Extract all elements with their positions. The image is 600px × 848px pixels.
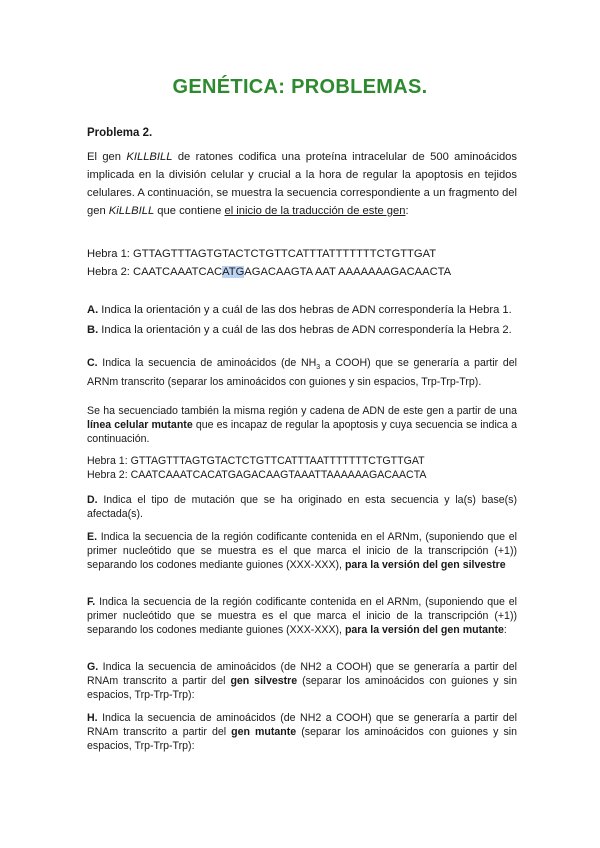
mutant-strand-2: Hebra 2: CAATCAAATCACATGAGACAAGTAAATTAAAAAAGACAACTA — [87, 469, 427, 481]
intro-paragraph: El gen KILLBILL de ratones codifica una proteína intracelular de 500 aminoácidos implicada en la división celular y crucial a la hora de regular la apoptosis en tejidos celulares. A continuación, se muestra la secuencia correspondiente a un fragmento del gen KiLLBILL que contiene el inicio de la traducción de este gen: — [87, 151, 517, 217]
start-codon-highlight: ATG — [222, 266, 245, 278]
question-f: F. Indica la secuencia de la región codificante contenida en el ARNm, (suponiendo que el primer nucleótido que se muestra es el que marca el inicio de la transcripción (+1)) separando los codones mediante guiones (XXX-XXX), para la versión del gen mutante: — [87, 596, 517, 636]
underlined-phrase: el inicio de la traducción de este gen — [224, 205, 406, 217]
problem-label: Problema 2. — [87, 127, 153, 139]
question-d: D. Indica el tipo de mutación que se ha originado en esta secuencia y la(s) base(s) afectada(s). — [87, 494, 517, 520]
gene-name: KiLLBILL — [108, 205, 155, 217]
question-a: A. Indica la orientación y a cuál de las dos hebras de ADN correspondería la Hebra 1. — [87, 304, 512, 316]
question-g: G. Indica la secuencia de aminoácidos (de NH2 a COOH) que se generaría a partir del RNAm transcrito a partir del gen silvestre (separar los aminoácidos con guiones y sin espacios, Trp-Trp-Trp): — [87, 661, 517, 701]
page-title: GENÉTICA: PROBLEMAS. — [172, 76, 428, 98]
wild-strand-1: Hebra 1: GTTAGTTTAGTGTACTCTGTTCATTTATTTTTTTCTGTTGAT — [87, 248, 437, 260]
gene-name: KILLBILL — [126, 151, 173, 163]
question-c: C. Indica la secuencia de aminoácidos (de $NH_3$ a COOH) que se generaría a partir del ARNm transcrito (separar los aminoácidos con guiones y sin espacios, Trp-Trp-Trp). — [87, 357, 518, 389]
question-h: H. Indica la secuencia de aminoácidos (de NH2 a COOH) que se generaría a partir del RNAm transcrito a partir del gen mutante (separar los aminoácidos con guiones y sin espacios, Trp-Trp-Trp): — [87, 712, 517, 752]
mutant-strand-1: Hebra 1: GTTAGTTTAGTGTACTCTGTTCATTTAATTTTTTTCTGTTGAT — [87, 455, 425, 467]
question-e: E. Indica la secuencia de la región codificante contenida en el ARNm, (suponiendo que el primer nucleótido que se muestra es el que marca el inicio de la transcripción (+1)) separando los codones mediante guiones (XXX-XXX), para la versión del gen silvestre — [87, 531, 517, 571]
mutant-intro: Se ha secuenciado también la misma región y cadena de ADN de este gen a partir de una línea celular mutante que es incapaz de regular la apoptosis y cuya secuencia se indica a continuación. — [87, 405, 517, 445]
question-b: B. Indica la orientación y a cuál de las dos hebras de ADN correspondería la Hebra 2. — [87, 324, 512, 336]
wild-strand-2: Hebra 2: CAATCAAATCACATGAGACAAGTA AAT AAAAAAAGACAACTA — [87, 266, 452, 278]
